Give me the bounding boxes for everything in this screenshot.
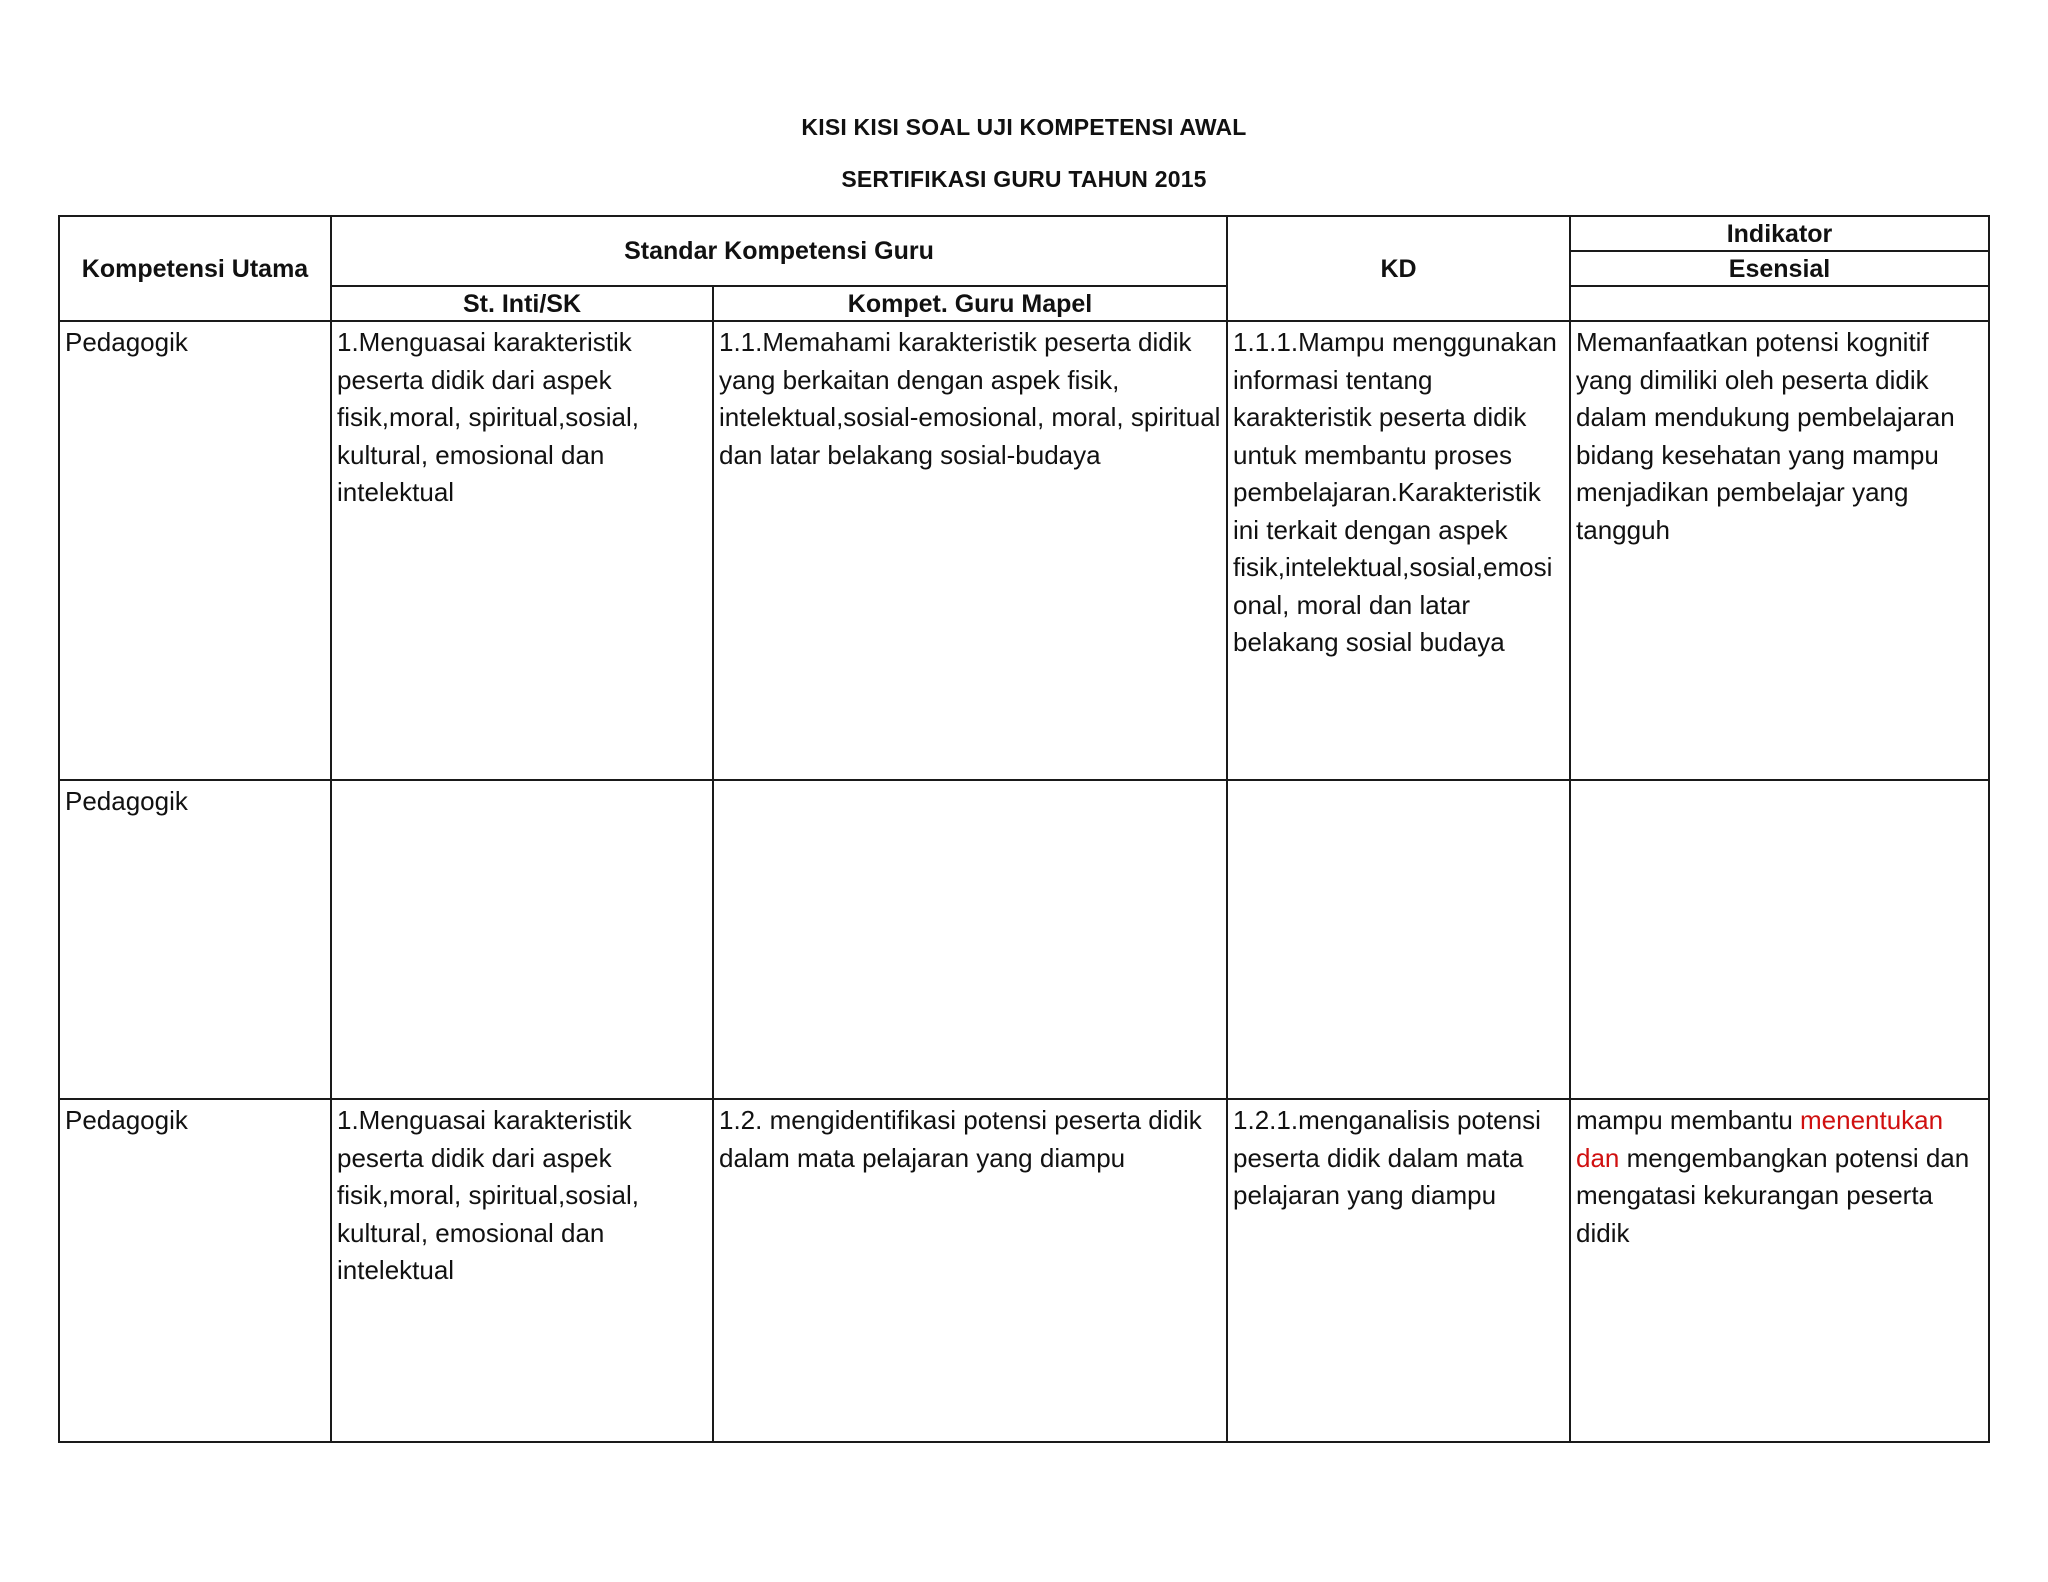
- cell-st-inti: 1.Menguasai karakteristik peserta didik dari aspek fisik,moral, spiritual,sosial, kultural, emosional dan intelektual: [331, 1099, 713, 1442]
- cell-kd: 1.1.1.Mampu menggunakan informasi tentang karakteristik peserta didik untuk membantu proses pembelajaran.Karakteristik ini terkait dengan aspek fisik,intelektual,sosial,emosional, moral dan latar belakang sosial budaya: [1227, 321, 1570, 780]
- indikator-text-start: mampu membantu: [1576, 1105, 1800, 1135]
- cell-indikator: Memanfaatkan potensi kognitif yang dimiliki oleh peserta didik dalam mendukung pembelajaran bidang kesehatan yang mampu menjadikan pembelajar yang tangguh: [1570, 321, 1989, 780]
- cell-indikator: [1570, 780, 1989, 1099]
- kisi-kisi-table: [58, 215, 1990, 1443]
- cell-kompetensi-utama: Pedagogik: [59, 780, 331, 1099]
- header-esensial: Esensial: [1570, 251, 1989, 286]
- cell-kd: 1.2.1.menganalisis potensi peserta didik dalam mata pelajaran yang diampu: [1227, 1099, 1570, 1442]
- header-st-inti: St. Inti/SK: [331, 286, 713, 321]
- header-kompetensi-utama: Kompetensi Utama: [59, 216, 331, 321]
- cell-st-inti: [331, 780, 713, 1099]
- cell-kd: [1227, 780, 1570, 1099]
- cell-indikator: [1570, 1099, 1989, 1442]
- indikator-highlight-text: menentukan dan: [1576, 1105, 1944, 1173]
- cell-kompet-guru-mapel: 1.1.Memahami karakteristik peserta didik yang berkaitan dengan aspek fisik, intelektual,sosial-emosional, moral, spiritual dan latar belakang sosial-budaya: [713, 321, 1227, 780]
- cell-kompet-guru-mapel: [713, 780, 1227, 1099]
- cell-kompetensi-utama: Pedagogik: [59, 321, 331, 780]
- cell-st-inti: 1.Menguasai karakteristik peserta didik dari aspek fisik,moral, spiritual,sosial, kultural, emosional dan intelektual: [331, 321, 713, 780]
- cell-kompet-guru-mapel: 1.2. mengidentifikasi potensi peserta didik dalam mata pelajaran yang diampu: [713, 1099, 1227, 1442]
- document-subtitle: SERTIFIKASI GURU TAHUN 2015: [841, 166, 1207, 192]
- header-standar-kompetensi: Standar Kompetensi Guru: [331, 216, 1227, 286]
- cell-kompetensi-utama: Pedagogik: [59, 1099, 331, 1442]
- header-indikator-blank: [1570, 286, 1989, 321]
- table-row: [59, 780, 1989, 1099]
- indikator-text-end: mengembangkan potensi dan mengatasi kekurangan peserta didik: [1576, 1142, 1970, 1248]
- header-kompet-guru-mapel: Kompet. Guru Mapel: [713, 286, 1227, 321]
- table-row: [59, 1099, 1989, 1442]
- header-indikator: Indikator: [1570, 216, 1989, 251]
- document-title: KISI KISI SOAL UJI KOMPETENSI AWAL: [801, 114, 1247, 140]
- header-kd: KD: [1227, 216, 1570, 321]
- table-row: [59, 321, 1989, 780]
